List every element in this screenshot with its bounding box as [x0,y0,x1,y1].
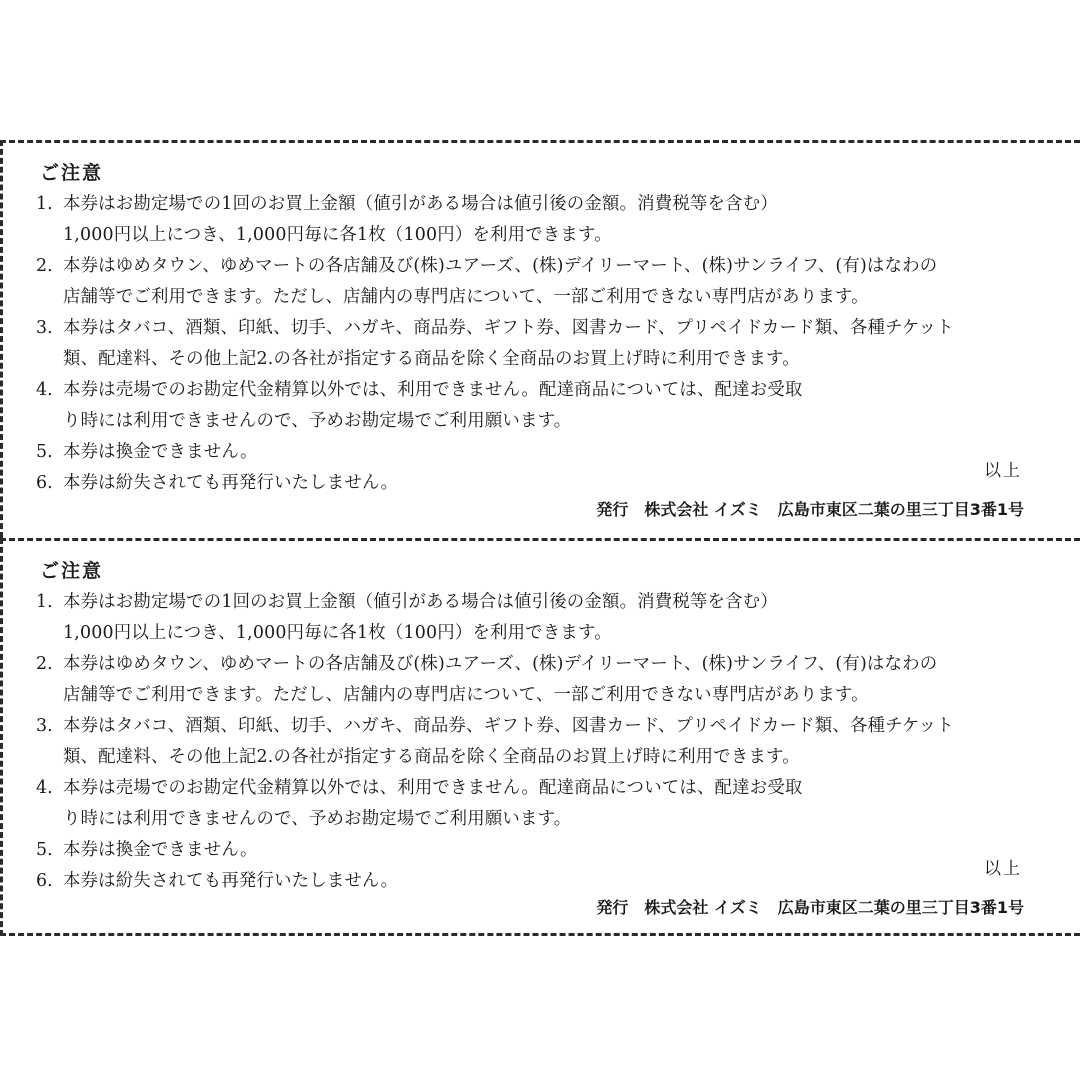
item-text: 本券は換金できません。 [63,840,258,860]
item-text: 本券は売場でのお勘定代金精算以外では、利用できません。配達商品については、配達お受取 り時には利用できませんので、予めお勘定場でご利用願います。 [63,380,803,431]
issuer-line: 発行 株式会社 イズミ 広島市東区二葉の里三丁目3番1号 [596,898,1024,917]
item-number: 5. [36,442,53,462]
notice-item [36,189,1036,251]
notice-item [36,587,1036,649]
item-text: 本券はお勘定場での1回のお買上金額（値引がある場合は値引後の金額。消費税等を含む） 1,000円以上につき、1,000円毎に各1枚（100円）を利用できます。 [63,592,778,643]
perforation-line [0,538,1080,541]
notice-item [36,468,1036,499]
notice-item [36,375,1036,437]
item-number: 1. [36,592,53,612]
item-number: 1. [36,194,53,214]
item-number: 2. [36,654,53,674]
coupon-notice-top [0,140,1080,538]
notice-item [36,866,1036,897]
notice-title: ご注意 [40,162,104,184]
notice-list [36,587,1036,897]
notice-item [36,835,1036,866]
item-text: 本券はゆめタウン、ゆめマートの各店舗及び(株)ユアーズ、(株)デイリーマート、(株)サンライフ、(有)はなわの 店舗等でご利用できます。ただし、店舗内の専門店について、一部ご利用できない専門店があります。 [63,256,938,307]
item-number: 6. [36,871,53,891]
item-number: 5. [36,840,53,860]
item-text: 本券は紛失されても再発行いたしません。 [63,473,399,493]
item-text: 本券はお勘定場での1回のお買上金額（値引がある場合は値引後の金額。消費税等を含む） 1,000円以上につき、1,000円毎に各1枚（100円）を利用できます。 [63,194,778,245]
item-text: 本券は紛失されても再発行いたしません。 [63,871,399,891]
item-number: 3. [36,716,53,736]
perforation-line [0,933,1080,936]
end-mark: 以上 [984,859,1022,879]
notice-list [36,189,1036,499]
item-text: 本券はタバコ、酒類、印紙、切手、ハガキ、商品券、ギフト券、図書カード、プリペイドカード類、各種チケット 類、配達料、その他上記2.の各社が指定する商品を除く全商品のお買上げ時に利用できます。 [63,716,954,767]
perforation-edge [0,538,3,936]
notice-item [36,649,1036,711]
notice-item [36,251,1036,313]
item-text: 本券は売場でのお勘定代金精算以外では、利用できません。配達商品については、配達お受取 り時には利用できませんので、予めお勘定場でご利用願います。 [63,778,803,829]
item-number: 3. [36,318,53,338]
item-text: 本券はゆめタウン、ゆめマートの各店舗及び(株)ユアーズ、(株)デイリーマート、(株)サンライフ、(有)はなわの 店舗等でご利用できます。ただし、店舗内の専門店について、一部ご利用できない専門店があります。 [63,654,938,705]
notice-title: ご注意 [40,560,104,582]
perforation-edge [0,140,3,538]
item-text: 本券は換金できません。 [63,442,258,462]
perforation-line [0,140,1080,143]
notice-item [36,773,1036,835]
notice-item [36,711,1036,773]
item-number: 2. [36,256,53,276]
notice-item [36,437,1036,468]
item-number: 4. [36,778,53,798]
coupon-notice-bottom [0,538,1080,936]
item-number: 4. [36,380,53,400]
notice-item [36,313,1036,375]
issuer-line: 発行 株式会社 イズミ 広島市東区二葉の里三丁目3番1号 [596,500,1024,519]
item-text: 本券はタバコ、酒類、印紙、切手、ハガキ、商品券、ギフト券、図書カード、プリペイドカード類、各種チケット 類、配達料、その他上記2.の各社が指定する商品を除く全商品のお買上げ時に利用できます。 [63,318,954,369]
end-mark: 以上 [984,461,1022,481]
item-number: 6. [36,473,53,493]
